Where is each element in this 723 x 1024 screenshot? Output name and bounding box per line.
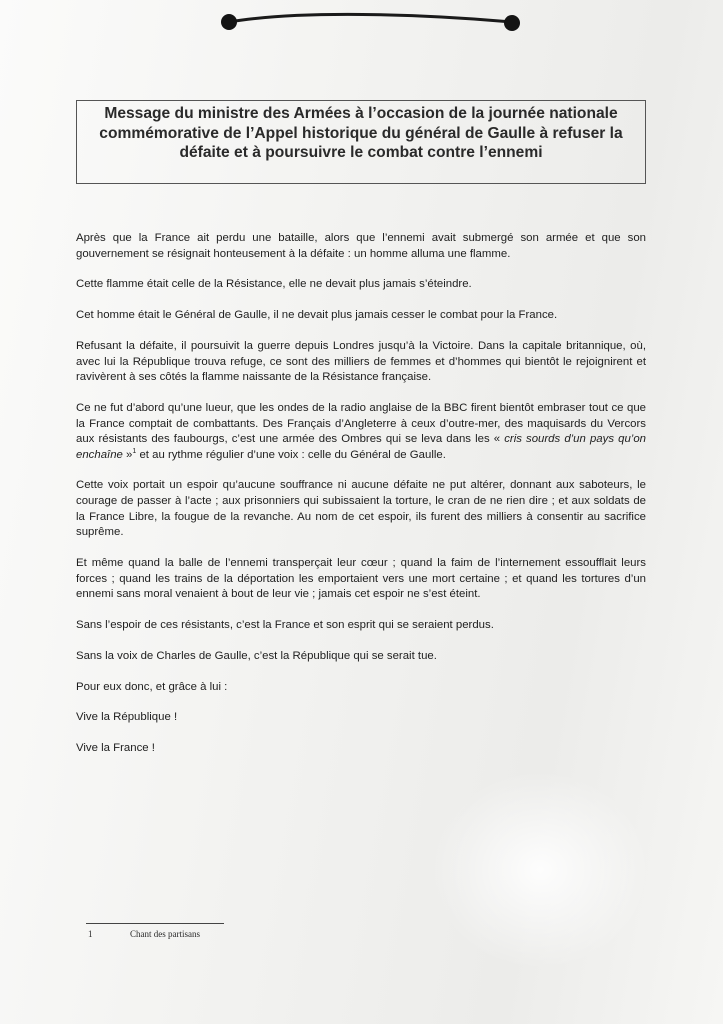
paragraph-9: Sans la voix de Charles de Gaulle, c’est la République qui se serait tue.	[76, 649, 437, 662]
footnote-separator	[86, 923, 224, 924]
paragraph-6: Cette voix portait un espoir qu’aucune souffrance ni aucune défaite ne put altérer, donnant aux saboteurs, le courage de passer à l’acte ; aux prisonniers qui subissaient la torture, le cran de ne rien dire ; et aux soldats de la France Libre, la fougue de la revanche. Au nom de cet espoir, ils furent des milliers à consentir au sacrifice suprême.	[76, 479, 646, 539]
paragraph-8: Sans l’espoir de ces résistants, c’est la France et son esprit qui se seraient perdus.	[76, 619, 494, 631]
paragraph-4: Refusant la défaite, il poursuivit la guerre depuis Londres jusqu’à la Victoire. Dans la capitale britannique, où, avec lui la République trouva refuge, ce sont des milliers de femmes et d’hommes qui bientôt le rejoignirent et ravivèrent à ses côtés la flamme naissante de la Résistance française.	[76, 339, 646, 384]
document-title: Message du ministre des Armées à l’occasion de la journée nationale commémorative de l’Appel historique du général de Gaulle à refuser la défaite et à poursuivre le combat contre l’ennemi	[99, 105, 623, 161]
hanging-cord	[0, 0, 723, 40]
paper-glare	[430, 770, 650, 970]
paragraph-7: Et même quand la balle de l’ennemi transperçait leur cœur ; quand la faim de l’internement essoufflait leurs forces ; quand les trains de la déportation les emportaient vers une mort certaine ; et quand les tortures d’un ennemi sans moral venaient à bout de leur vie ; jamais cet espoir ne s’est éteint.	[76, 557, 646, 601]
document-title-box	[76, 100, 646, 184]
document-body	[76, 231, 646, 772]
paragraph-2: Cette flamme était celle de la Résistance, elle ne devait plus jamais s’éteindre.	[76, 278, 472, 291]
song-quote: cris sourds d’un pays qu’on enchaîne	[76, 433, 646, 461]
paragraph-5-text-before: Ce ne fut d’abord qu’une lueur, que les ondes de la radio anglaise de la BBC firent bientôt embraser tout ce que la France comptait de combattants. Des Français d’Angleterre à ceux d’outre-mer, des maquisards du Vercors aux résistants des faubourgs, c’est une armée des Ombres qui se leva dans les «	[76, 401, 646, 446]
paragraph-3: Cet homme était le Général de Gaulle, il ne devait plus jamais cesser le combat pour la France.	[76, 309, 558, 322]
footnote-text: Chant des partisans	[130, 929, 200, 939]
paragraph-5	[76, 401, 646, 463]
quote-close: »	[122, 448, 133, 461]
paragraph-5-text-after: et au rythme régulier d’une voix : celle du Général de Gaulle.	[136, 448, 446, 461]
paragraph-10: Pour eux donc, et grâce à lui :	[76, 680, 228, 693]
closing-line-2: Vive la France !	[76, 742, 155, 755]
paragraph-1: Après que la France ait perdu une bataille, alors que l’ennemi avait submergé son armée et que son gouvernement se résignait honteusement à la défaite : un homme alluma une flamme.	[76, 232, 646, 260]
footnote-reference: 1	[132, 447, 137, 455]
footnote-number: 1	[88, 929, 93, 939]
footnote	[88, 929, 200, 939]
closing-line-1: Vive la République !	[76, 711, 178, 724]
